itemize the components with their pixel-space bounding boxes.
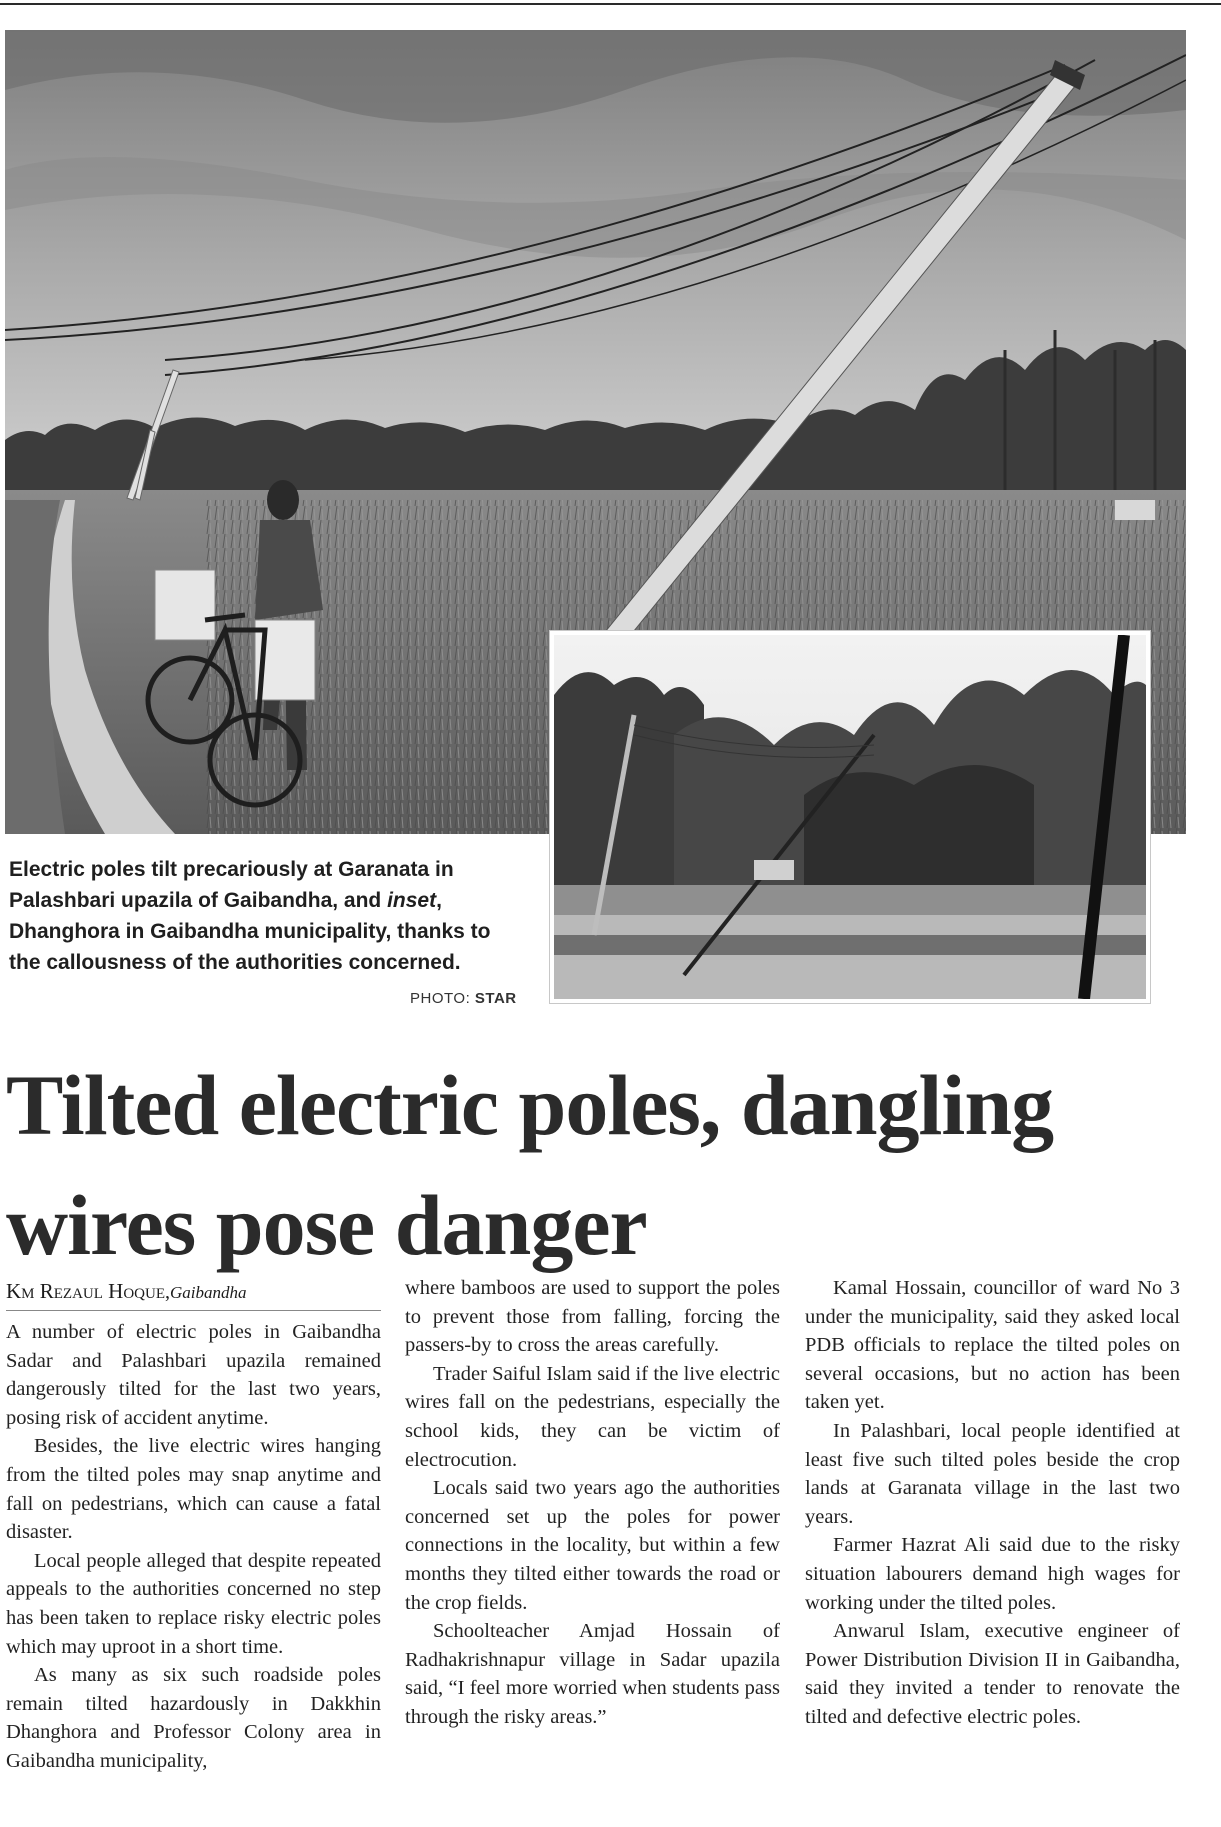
paragraph: Schoolteacher Amjad Hossain of Radhakrishnapur village in Sadar upazila said, “I feel more worried when students pass through the risky areas.” — [405, 1620, 780, 1728]
article-column-3 — [805, 1274, 1180, 1732]
paragraph: Local people alleged that despite repeated appeals to the authorities concerned no step has been taken to replace risky electric poles which may uproot in a short time. — [6, 1549, 381, 1658]
paragraph: Kamal Hossain, councillor of ward No 3 under the municipality, said they asked local PDB officials to replace the tilted poles on several occasions, but no action has been taken yet. — [805, 1277, 1180, 1414]
photo-credit-label: PHOTO: — [410, 990, 475, 1007]
paragraph: Farmer Hazrat Ali said due to the risky situation labourers demand high wages for working under the tilted poles. — [805, 1534, 1180, 1614]
byline-name: Km Rezaul Hoque — [6, 1279, 165, 1303]
byline-place: Gaibandha — [170, 1283, 247, 1302]
byline — [6, 1278, 381, 1311]
headline-line-1: Tilted electric poles, dangling — [6, 1057, 1054, 1153]
inset-photo — [550, 631, 1150, 1003]
article-headline — [6, 1045, 1206, 1285]
byline-separator: , — [165, 1281, 170, 1303]
caption-part-1: Electric poles tilt precariously at Garanata in Palashbari upazila of Gaibandha, and — [9, 858, 454, 912]
photo-caption-block — [5, 834, 545, 1014]
paragraph: In Palashbari, local people identified at least five such tilted poles beside the crop lands at Garanata village in the last two years. — [805, 1419, 1180, 1528]
paragraph: Trader Saiful Islam said if the live electric wires fall on the pedestrians, especially the school kids, they can be victim of electrocution. — [405, 1362, 780, 1471]
photo-credit-source: STAR — [474, 990, 517, 1007]
caption-part-2: , Dhanghora in Gaibandha municipality, thanks to the callousness of the authorities concerned. — [9, 889, 491, 974]
caption-inset-word: inset — [387, 889, 437, 912]
paragraph: Anwarul Islam, executive engineer of Power Distribution Division II in Gaibandha, said they invited a tender to renovate the tilted and defective electric poles. — [805, 1620, 1180, 1728]
top-rule — [0, 3, 1221, 5]
article-column-1 — [6, 1318, 381, 1776]
headline-line-2: wires pose danger — [6, 1177, 647, 1273]
photo-caption — [9, 854, 509, 978]
paragraph: As many as six such roadside poles remain tilted hazardously in Dakkhin Dhanghora and Professor Colony area in Gaibandha municipality, — [6, 1664, 381, 1772]
photo-credit — [410, 990, 517, 1007]
article-column-2 — [405, 1274, 780, 1732]
paragraph: A number of electric poles in Gaibandha Sadar and Palashbari upazila remained dangerously tilted for the last two years, posing risk of accident anytime. — [6, 1321, 381, 1429]
paragraph: where bamboos are used to support the poles to prevent those from falling, forcing the passers-by to cross the areas carefully. — [405, 1277, 780, 1357]
paragraph: Besides, the live electric wires hanging from the tilted poles may snap anytime and fall on pedestrians, which can cause a fatal disaster. — [6, 1435, 381, 1544]
paragraph: Locals said two years ago the authorities concerned set up the poles for power connections in the locality, but within a few months they tilted either towards the road or the crop fields. — [405, 1477, 780, 1614]
